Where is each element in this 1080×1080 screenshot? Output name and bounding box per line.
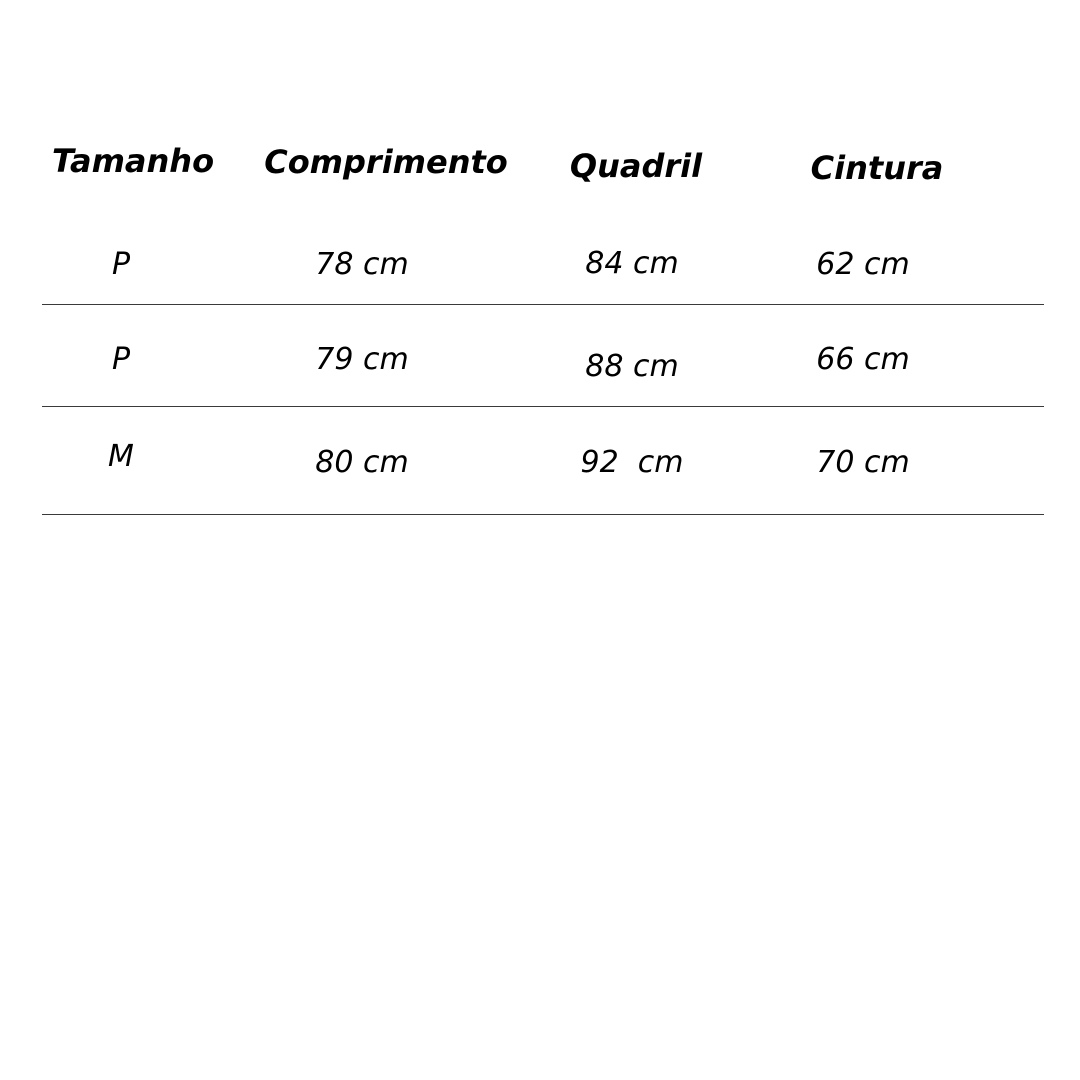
- row3-comprimento: 80 cm: [315, 445, 409, 480]
- row1-tamanho: P: [111, 247, 131, 282]
- row2-tamanho: P: [111, 342, 131, 377]
- header-comprimento: Comprimento: [264, 143, 508, 181]
- header-quadril: Quadril: [569, 147, 703, 185]
- row-divider: [42, 304, 1044, 305]
- row2-cintura: 66 cm: [816, 342, 910, 377]
- row3-tamanho: M: [108, 439, 134, 474]
- row3-cintura: 70 cm: [816, 445, 910, 480]
- row2-comprimento: 79 cm: [315, 342, 409, 377]
- row-divider: [42, 514, 1044, 515]
- header-tamanho: Tamanho: [51, 142, 215, 180]
- row-divider: [42, 406, 1044, 407]
- row1-comprimento: 78 cm: [315, 247, 409, 282]
- row3-quadril: 92 cm: [580, 445, 684, 480]
- row1-cintura: 62 cm: [816, 247, 910, 282]
- header-cintura: Cintura: [810, 149, 944, 187]
- row2-quadril: 88 cm: [585, 349, 679, 384]
- row1-quadril: 84 cm: [585, 246, 679, 281]
